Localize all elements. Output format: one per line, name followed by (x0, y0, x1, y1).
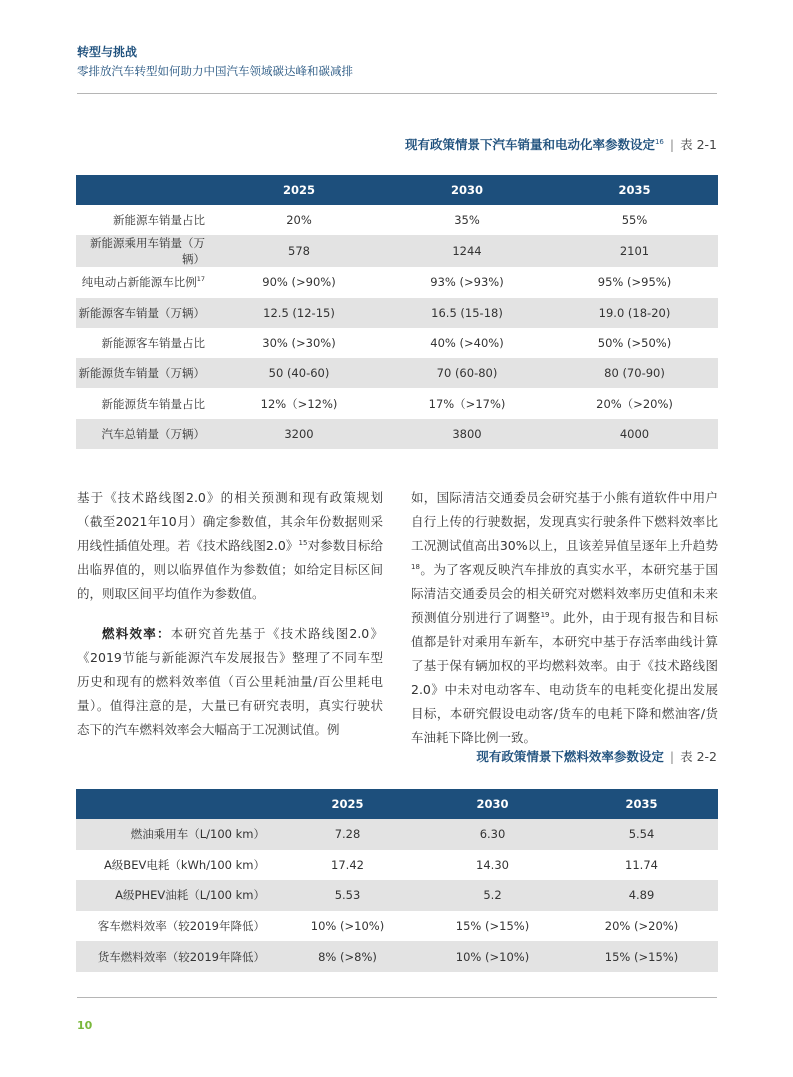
table2-header-cell: 2030 (420, 789, 565, 819)
table-cell: 70 (60-80) (383, 358, 551, 388)
table-cell: 20% (>20%) (604, 919, 679, 934)
footer-divider (77, 997, 717, 998)
caption-separator: | (669, 137, 675, 153)
header-title: 转型与挑战 (77, 45, 138, 59)
table-cell: 93% (>93%) (430, 275, 504, 290)
table-cell: 3200 (215, 419, 383, 449)
body-text: 。此外，由于现有报告和目标值都是针对乘用车新车，本研究中基于存活率曲线计算了基于保有辆加权的平均燃料效率。由于《技术路线图2.0》中未对电动客车、电动货车的电耗变化提出发展目标，本研究假设电动客/货车的电耗下降和燃油客/货车油耗下降比例一致。 (411, 610, 718, 745)
table1-header-cell (76, 175, 215, 205)
table1-header-cell: 2035 (551, 175, 718, 205)
table1 (76, 175, 718, 449)
table2-header-row (76, 789, 718, 819)
header-subtitle: 零排放汽车转型如何助力中国汽车领域碳达峰和碳减排 (77, 64, 353, 78)
table-row (76, 298, 718, 328)
body-text: 本研究首先基于《技术路线图2.0》《2019节能与新能源汽车发展报告》整理了不同车型历史和现有的燃料效率值（百公里耗油量/百公里耗电量）。值得注意的是，大量已有研究表明，真实行驶状态下的汽车燃料效率会大幅高于工况测试值。例 (77, 626, 383, 737)
row-label: 货车燃料效率（较2019年降低） (76, 941, 275, 972)
table2-caption-label: 表 2-2 (680, 749, 717, 764)
body-column-left (77, 486, 383, 742)
table-cell: 5.54 (565, 819, 718, 850)
table-cell: 95% (>95%) (597, 275, 672, 290)
table-cell: 55% (621, 213, 648, 228)
table2-header-cell: 2035 (565, 789, 718, 819)
row-label-ref: 17 (196, 275, 205, 284)
row-label: 燃油乘用车（L/100 km） (76, 819, 275, 850)
row-label: 新能源货车销量（万辆） (76, 358, 215, 388)
row-label: 新能源客车销量（万辆） (76, 298, 215, 328)
table-cell: 80 (70-90) (551, 358, 718, 388)
table1-header-cell: 2025 (215, 175, 383, 205)
table-cell: 6.30 (420, 819, 565, 850)
table-row (76, 850, 718, 881)
table-cell: 4000 (551, 419, 718, 449)
page-number: 10 (77, 1019, 93, 1032)
row-label: 汽车总销量（万辆） (76, 419, 215, 449)
footnote-ref: 19 (540, 610, 550, 619)
body-paragraph (77, 622, 383, 742)
row-label: 新能源车销量占比 (113, 213, 205, 228)
running-header (77, 44, 353, 79)
body-text: 。为了客观反映汽车排放的真实水平，本研究基于国际清洁交通委员会的相关研究对燃料效率历史值和未来预测值分别进行了调整 (411, 562, 718, 625)
table-cell: 12.5 (12-15) (215, 298, 383, 328)
table-cell: 35% (454, 213, 480, 228)
row-label: 纯电动占新能源车比例 (81, 275, 197, 290)
table-cell: 20%（>20%) (596, 396, 673, 411)
table-row (76, 419, 718, 449)
body-text: 基于《技术路线图2.0》的相关预测和现有政策规划（截至2021年10月）确定参数值，其余年份数据则采用线性插值处理。若《技术路线图2.0》 (77, 490, 383, 553)
row-label: 客车燃料效率（较2019年降低） (97, 919, 265, 934)
table-cell: 7.28 (275, 819, 420, 850)
table-cell: 578 (215, 235, 383, 267)
table2-caption (476, 748, 717, 766)
paragraph-lead: 燃料效率： (102, 626, 171, 641)
row-label: 新能源乘用车销量（万辆） (76, 235, 215, 267)
row-label: A级PHEV油耗（L/100 km） (76, 880, 275, 911)
table1-header-row (76, 175, 718, 205)
table-cell: 50 (40-60) (215, 358, 383, 388)
table-cell: 2101 (551, 235, 718, 267)
table1-caption-title: 现有政策情景下汽车销量和电动化率参数设定 (404, 137, 655, 153)
row-label: A级BEV电耗（kWh/100 km） (103, 857, 265, 872)
table-cell: 50% (>50%) (597, 336, 672, 351)
table-cell: 5.2 (420, 880, 565, 911)
table1-caption-label: 表 2-1 (680, 137, 717, 153)
table-cell: 12%（>12%) (260, 396, 338, 411)
table-row (76, 388, 718, 418)
body-column-right (411, 486, 718, 750)
table-row (76, 267, 718, 297)
table-cell: 17%（>17%) (428, 396, 506, 411)
table-row (76, 819, 718, 850)
table-cell: 90% (>90%) (262, 275, 336, 290)
body-text: 对参数目标给出临界值的，则以临界值作为参数值；如给定目标区间的，则取区间平均值作为参数值。 (77, 538, 383, 601)
table-row (76, 205, 718, 235)
table-cell: 30% (>30%) (262, 336, 336, 351)
body-paragraph (77, 486, 383, 606)
table2-header-cell (76, 789, 275, 819)
table-cell: 14.30 (476, 857, 509, 872)
table-cell: 4.89 (565, 880, 718, 911)
row-label-with-ref (76, 267, 215, 297)
table-cell: 17.42 (331, 857, 364, 872)
body-paragraph (411, 486, 718, 750)
table-row (76, 941, 718, 972)
header-divider (77, 93, 717, 94)
table-row (76, 328, 718, 358)
table1-header-cell: 2030 (383, 175, 551, 205)
table1-caption (405, 133, 717, 154)
table1-caption-ref: 16 (654, 138, 664, 146)
table-cell: 19.0 (18-20) (551, 298, 718, 328)
table-cell: 11.74 (625, 857, 658, 872)
table-cell: 40% (>40%) (430, 336, 504, 351)
table-cell: 1244 (383, 235, 551, 267)
row-label: 新能源货车销量占比 (101, 396, 205, 411)
footnote-ref: 18 (411, 562, 420, 571)
table-cell: 3800 (383, 419, 551, 449)
table-cell: 20% (286, 213, 312, 228)
footnote-ref: 15 (298, 538, 308, 547)
table-cell: 10% (>10%) (420, 941, 565, 972)
row-label: 新能源客车销量占比 (101, 336, 205, 351)
table2-caption-title: 现有政策情景下燃料效率参数设定 (476, 749, 664, 764)
table-row (76, 880, 718, 911)
table-cell: 10% (>10%) (310, 919, 385, 934)
caption-separator: | (669, 749, 675, 764)
table-cell: 15% (>15%) (565, 941, 718, 972)
table-cell: 5.53 (275, 880, 420, 911)
table-row (76, 911, 718, 942)
table-cell: 15% (>15%) (455, 919, 530, 934)
table-cell: 8% (>8%) (275, 941, 420, 972)
table2-header-cell: 2025 (275, 789, 420, 819)
table2 (76, 789, 718, 972)
body-text: 如，国际清洁交通委员会研究基于小熊有道软件中用户自行上传的行驶数据，发现真实行驶条件下燃料效率比工况测试值高出30%以上，且该差异值呈逐年上升趋势 (411, 490, 718, 553)
table-row (76, 358, 718, 388)
table-row (76, 235, 718, 267)
table-cell: 16.5 (15-18) (383, 298, 551, 328)
